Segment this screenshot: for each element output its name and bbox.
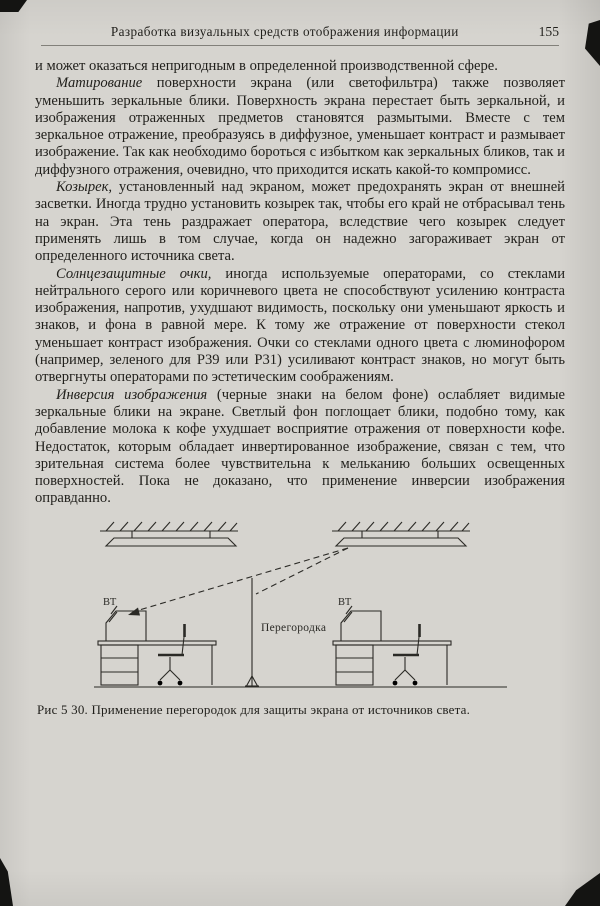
page-header bbox=[41, 24, 559, 46]
paragraph-text: установленный над экраном, может предохранять экран от внешней засветки. Иногда трудно установить козырек так, чтобы его край не отбрасывал тень на экран. Эта тень раздражает оператора, вследствие чего козырек следует применять лишь в том случае, когда он надежно загораживает экран от определенного источника света. bbox=[35, 179, 565, 265]
left-workstation bbox=[98, 597, 216, 685]
right-workstation bbox=[333, 597, 451, 685]
scan-artifact-top-right bbox=[585, 20, 600, 66]
paragraph-text: (черные знаки на белом фоне) ослабляет видимые зеркальные блики на экране. Светлый фон поглощает блики, подобно тому, как добавление молока к кофе ухудшает восприятие отражения от поверхности кофе. Недостаток, которым обладает инвертированное изображение, связан с тем, что зрительная система более чувствительна к мельканию больших освещенных поверхностей. Пока не доказано, что применение инверсии изображения оправданно. bbox=[35, 386, 565, 507]
scan-artifact-bottom-right bbox=[565, 873, 600, 906]
paragraph-1 bbox=[35, 58, 565, 75]
paragraph-3 bbox=[35, 179, 565, 265]
right-monitor bbox=[341, 611, 381, 641]
left-monitor-label: ВТ bbox=[103, 596, 117, 608]
paragraph-2 bbox=[35, 75, 565, 179]
paragraph-4 bbox=[35, 266, 565, 387]
figure-caption-text: Рис 5 30. Применение перегородок для защиты экрана от источников света. bbox=[37, 701, 471, 717]
paragraph-text: иногда используемые операторами, со стеклами нейтрального серого или коричневого цвета не способствуют усилению контраста изображения, напротив, ухудшают видимость, поскольку они уменьшают яркость и знаков, и фона в равной мере. К тому же отражение от поверхности стекол уменьшает контраст изображения. Очки со стеклами одного цвета с люминофором (например, зеленого для Р39 или Р31) усиливают контраст знаков, но могут быть отвергнуты операторами по эстетическим соображениям. bbox=[35, 265, 566, 386]
paragraph-text: и может оказаться непригодным в определенной производственной сфере. bbox=[35, 58, 498, 74]
page-number: 155 bbox=[538, 24, 559, 39]
right-monitor-label: ВТ bbox=[338, 596, 352, 608]
scan-artifact-top-left bbox=[0, 0, 27, 12]
partition bbox=[245, 578, 326, 686]
light-rays bbox=[136, 548, 348, 611]
paragraph-lead-term: Инверсия изображения bbox=[56, 386, 208, 403]
left-lamp bbox=[100, 522, 238, 546]
paragraph-lead-term: Солнцезащитные очки, bbox=[56, 265, 212, 282]
text-block bbox=[35, 58, 565, 508]
paragraph-lead-term: Матирование bbox=[56, 75, 143, 92]
paragraph-5 bbox=[35, 387, 565, 508]
running-title: Разработка визуальных средств отображения информации bbox=[110, 24, 459, 39]
figure-drawing bbox=[70, 515, 530, 693]
right-lamp bbox=[332, 522, 470, 546]
figure-5-30 bbox=[35, 515, 565, 718]
left-chair bbox=[158, 624, 185, 685]
partition-label: Перегородка bbox=[261, 621, 327, 634]
right-chair bbox=[393, 624, 420, 685]
paragraph-lead-term: Козырек, bbox=[56, 179, 113, 196]
scan-artifact-bottom-left bbox=[0, 858, 13, 906]
paragraph-text: поверхности экрана (или светофильтра) также позволяет уменьшить зеркальные блики. Поверхность экрана перестает быть зеркальной, и изображения отраженных предметов становятся размытыми. Вместе с тем зеркальное отражение, преобразуясь в диффузное, уменьшает контраст и размывает изображение. Так как необходимо бороться с избытком как зеркальных бликов, так и диффузного отражения, очевидно, что приходится искать какой-то компромисс. bbox=[35, 75, 565, 178]
figure-caption bbox=[35, 702, 565, 718]
